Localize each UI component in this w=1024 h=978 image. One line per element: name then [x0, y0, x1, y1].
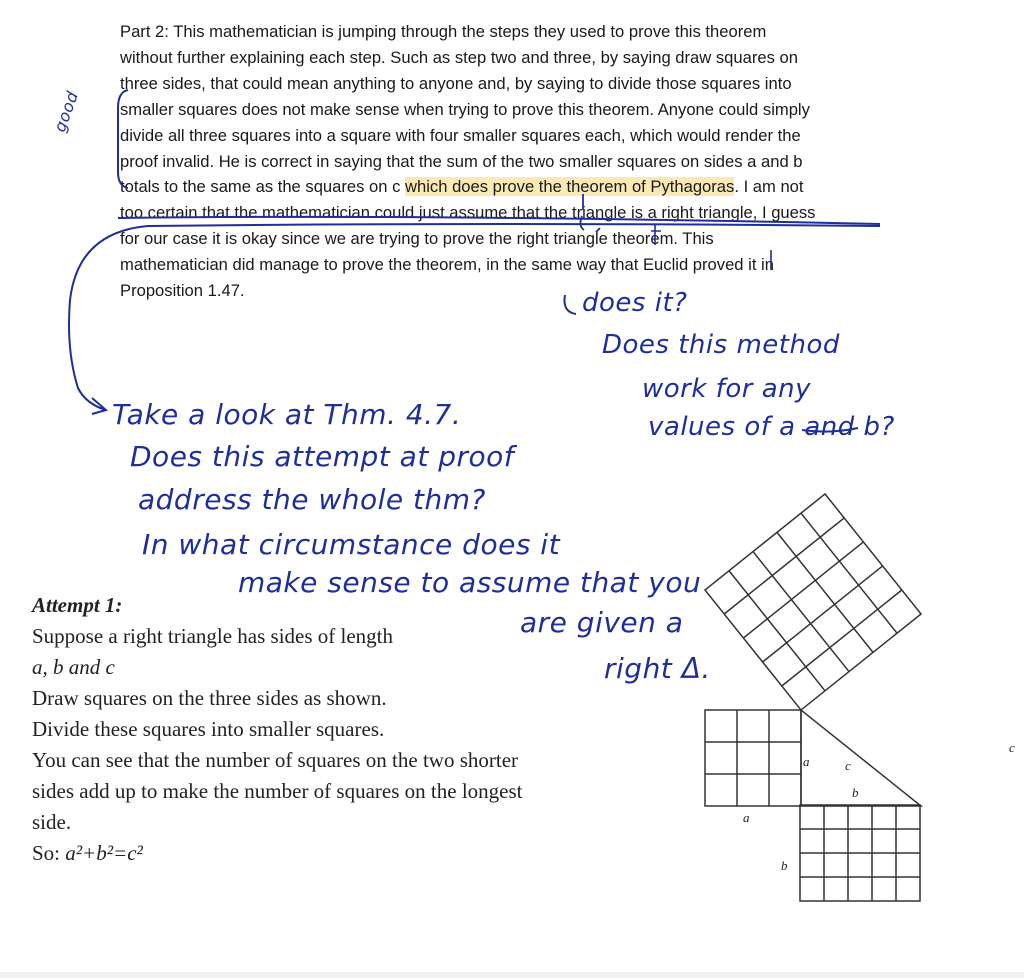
- annotation-take-look-4: In what circumstance does it: [142, 528, 561, 561]
- square-on-a: [705, 710, 801, 806]
- right-triangle: [801, 710, 921, 806]
- annotation-take-look-7: right Δ.: [604, 652, 711, 685]
- good-bracket: [118, 90, 128, 188]
- student-line: smaller squares does not make sense when trying to prove this theorem. Anyone could simply: [120, 99, 810, 119]
- underline-stroke: [118, 217, 880, 224]
- annotation-method-line2: work for any: [642, 374, 811, 404]
- insert-mark: [651, 225, 661, 245]
- textbook-line: Divide these squares into smaller squares.: [32, 717, 385, 741]
- annotation-method-line3: values of a and b?: [648, 412, 895, 442]
- student-line-part: . I am not: [734, 177, 804, 197]
- student-line: too certain that the mathematician could just assume that the triangle is a right triangle, I guess: [120, 203, 816, 223]
- highlighted-phrase: which does prove the theorem of Pythagoras: [405, 177, 735, 197]
- formula-prefix: So:: [32, 841, 66, 865]
- page-bottom-edge: [0, 972, 1024, 978]
- square-on-b: [800, 805, 920, 901]
- textbook-line: Draw squares on the three sides as shown.: [32, 686, 387, 710]
- label-c-inner: c: [845, 758, 851, 773]
- textbook-line: You can see that the number of squares on the two shorter: [32, 748, 519, 772]
- student-line: Proposition 1.47.: [120, 281, 245, 301]
- annotation-take-look-6: are given a: [520, 606, 684, 639]
- annotation-take-look-5: make sense to assume that you: [238, 566, 702, 599]
- annotation-method-line1: Does this method: [602, 330, 840, 360]
- student-line: without further explaining each step. Such as step two and three, by saying draw squares on: [120, 47, 798, 67]
- student-line: proof invalid. He is correct in saying that the sum of the two smaller squares on sides a and b: [120, 151, 803, 171]
- textbook-excerpt: [32, 590, 522, 869]
- label-a-inner: a: [803, 754, 810, 769]
- student-line: mathematician did manage to prove the theorem, in the same way that Euclid proved it in: [120, 255, 774, 275]
- does-it-hook: [564, 295, 576, 314]
- student-line: three sides, that could mean anything to anyone and, by saying to divide those squares into: [120, 73, 792, 93]
- formula-line: [32, 838, 522, 869]
- student-line-part: totals to the same as the squares on c: [120, 177, 406, 197]
- insert-mark: [580, 194, 600, 232]
- textbook-line: side.: [32, 810, 72, 834]
- square-on-c: [705, 494, 921, 710]
- student-line: divide all three squares into a square with four smaller squares each, which would render the: [120, 125, 801, 145]
- label-c-outer: c: [1009, 740, 1015, 755]
- annotation-take-look-2: Does this attempt at proof: [130, 440, 515, 473]
- label-b-inner: b: [852, 785, 859, 800]
- annotation-take-look-1: Take a look at Thm. 4.7.: [112, 398, 462, 431]
- pythagorean-formula: a²+b²=c²: [65, 841, 143, 865]
- attempt-title: Attempt 1:: [32, 593, 123, 617]
- textbook-line: sides add up to make the number of squares on the longest: [32, 779, 523, 803]
- annotation-take-look-3: address the whole thm?: [138, 483, 486, 516]
- annotation-good: good: [50, 88, 83, 135]
- label-b-outer: b: [781, 858, 788, 873]
- textbook-line: Suppose a right triangle has sides of length: [32, 624, 394, 648]
- student-line: Part 2: This mathematician is jumping through the steps they used to prove this theorem: [120, 22, 767, 41]
- student-line: for our case it is okay since we are trying to prove the right triangle theorem. This: [120, 229, 714, 249]
- label-a-outer: a: [743, 810, 750, 825]
- annotation-does-it: does it?: [582, 288, 688, 318]
- textbook-line: a, b and c: [32, 655, 115, 679]
